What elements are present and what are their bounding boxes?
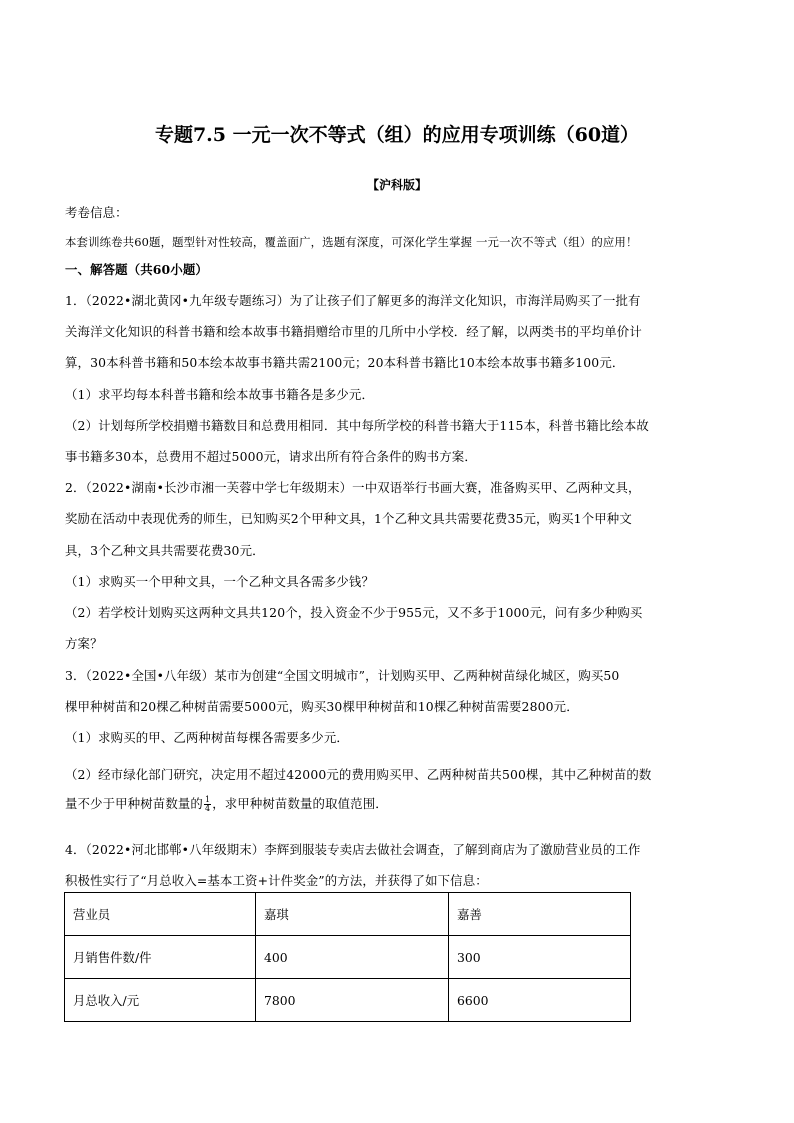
exam-info-label: 考卷信息： <box>65 205 128 220</box>
question-2-part-2-line-2: 方案？ <box>65 636 103 651</box>
table-row <box>65 979 631 1022</box>
table-cell: 300 <box>449 936 631 979</box>
question-3-part-1: （1）求购买的甲、乙两种树苗每棵各需要多少元． <box>65 730 349 745</box>
table-cell: 嘉善 <box>449 893 631 936</box>
table-row <box>65 893 631 936</box>
question-1-line-1: 1．（2022•湖北黄冈•九年级专题练习）为了让孩子们了解更多的海洋文化知识，市海洋局购买了一批有 <box>65 293 641 308</box>
table-cell: 400 <box>256 936 449 979</box>
question-2-line-3: 具，3个乙种文具共需要花费30元． <box>65 543 265 558</box>
table-cell: 7800 <box>256 979 449 1022</box>
question-2-part-1: （1）求购买一个甲种文具，一个乙种文具各需多少钱？ <box>65 574 375 589</box>
table-row <box>65 936 631 979</box>
exam-info-text: 本套训练卷共60题，题型针对性较高，覆盖面广，选题有深度，可深化学生掌握 一元一次不等式（组）的应用！ <box>65 235 638 249</box>
question-1-part-2-line-2: 事书籍多30本，总费用不超过5000元，请求出所有符合条件的购书方案． <box>65 449 477 464</box>
question-4-line-2: 积极性实行了“月总收入=基本工资+计件奖金”的方法，并获得了如下信息： <box>65 873 488 888</box>
edition-label: 【沪科版】 <box>366 178 427 192</box>
question-1-part-2-line-1: （2）计划每所学校捐赠书籍数目和总费用相同．其中每所学校的科普书籍大于115本，科普书籍比绘本故 <box>65 418 649 433</box>
question-2-part-2-line-1: （2）若学校计划购买这两种文具共120个，投入资金不少于955元，又不多于1000元，问有多少种购买 <box>65 605 643 620</box>
page-title: 专题7.5 一元一次不等式（组）的应用专项训练（60道） <box>154 124 640 146</box>
question-3-part-2-line-2 <box>65 794 388 813</box>
sales-info-table <box>64 892 631 1022</box>
question-3-part-2-text-b: ，求甲种树苗数量的取值范围． <box>212 796 388 811</box>
fraction-numerator: 1 <box>204 795 211 804</box>
question-1-part-1: （1）求平均每本科普书籍和绘本故事书籍各是多少元． <box>65 387 375 402</box>
section-heading: 一、解答题（共60小题） <box>65 262 208 277</box>
table-cell: 月总收入/元 <box>65 979 256 1022</box>
question-2-line-2: 奖励在活动中表现优秀的师生，已知购买2个甲种文具，1个乙种文具共需要花费35元，购买1个甲种文 <box>65 511 632 526</box>
question-3-part-2-line-1: （2）经市绿化部门研究，决定用不超过42000元的费用购买甲、乙两种树苗共500棵，其中乙种树苗的数 <box>65 767 652 782</box>
table-cell: 营业员 <box>65 893 256 936</box>
question-3-line-1: 3．（2022•全国•八年级）某市为创建“全国文明城市”，计划购买甲、乙两种树苗绿化城区，购买50 <box>65 668 620 683</box>
question-4-line-1: 4．（2022•河北邯郸•八年级期末）李辉到服装专卖店去做社会调查，了解到商店为了激励营业员的工作 <box>65 842 641 857</box>
question-1-line-3: 算，30本科普书籍和50本绘本故事书籍共需2100元；20本科普书籍比10本绘本故事书籍多100元． <box>65 355 625 370</box>
fraction-one-quarter <box>204 796 211 813</box>
fraction-denominator: 4 <box>204 804 211 813</box>
table-cell: 嘉琪 <box>256 893 449 936</box>
question-1-line-2: 关海洋文化知识的科普书籍和绘本故事书籍捐赠给市里的几所中小学校．经了解，以两类书的平均单价计 <box>65 324 642 339</box>
table-cell: 月销售件数/件 <box>65 936 256 979</box>
question-3-part-2-text-a: 量不少于甲种树苗数量的 <box>65 796 203 811</box>
question-3-line-2: 棵甲种树苗和20棵乙种树苗需要5000元，购买30棵甲种树苗和10棵乙种树苗需要2800元． <box>65 699 579 714</box>
table-cell: 6600 <box>449 979 631 1022</box>
question-2-line-1: 2．（2022•湖南•长沙市湘一芙蓉中学七年级期末）一中双语举行书画大赛，准备购买甲、乙两种文具， <box>65 480 641 495</box>
